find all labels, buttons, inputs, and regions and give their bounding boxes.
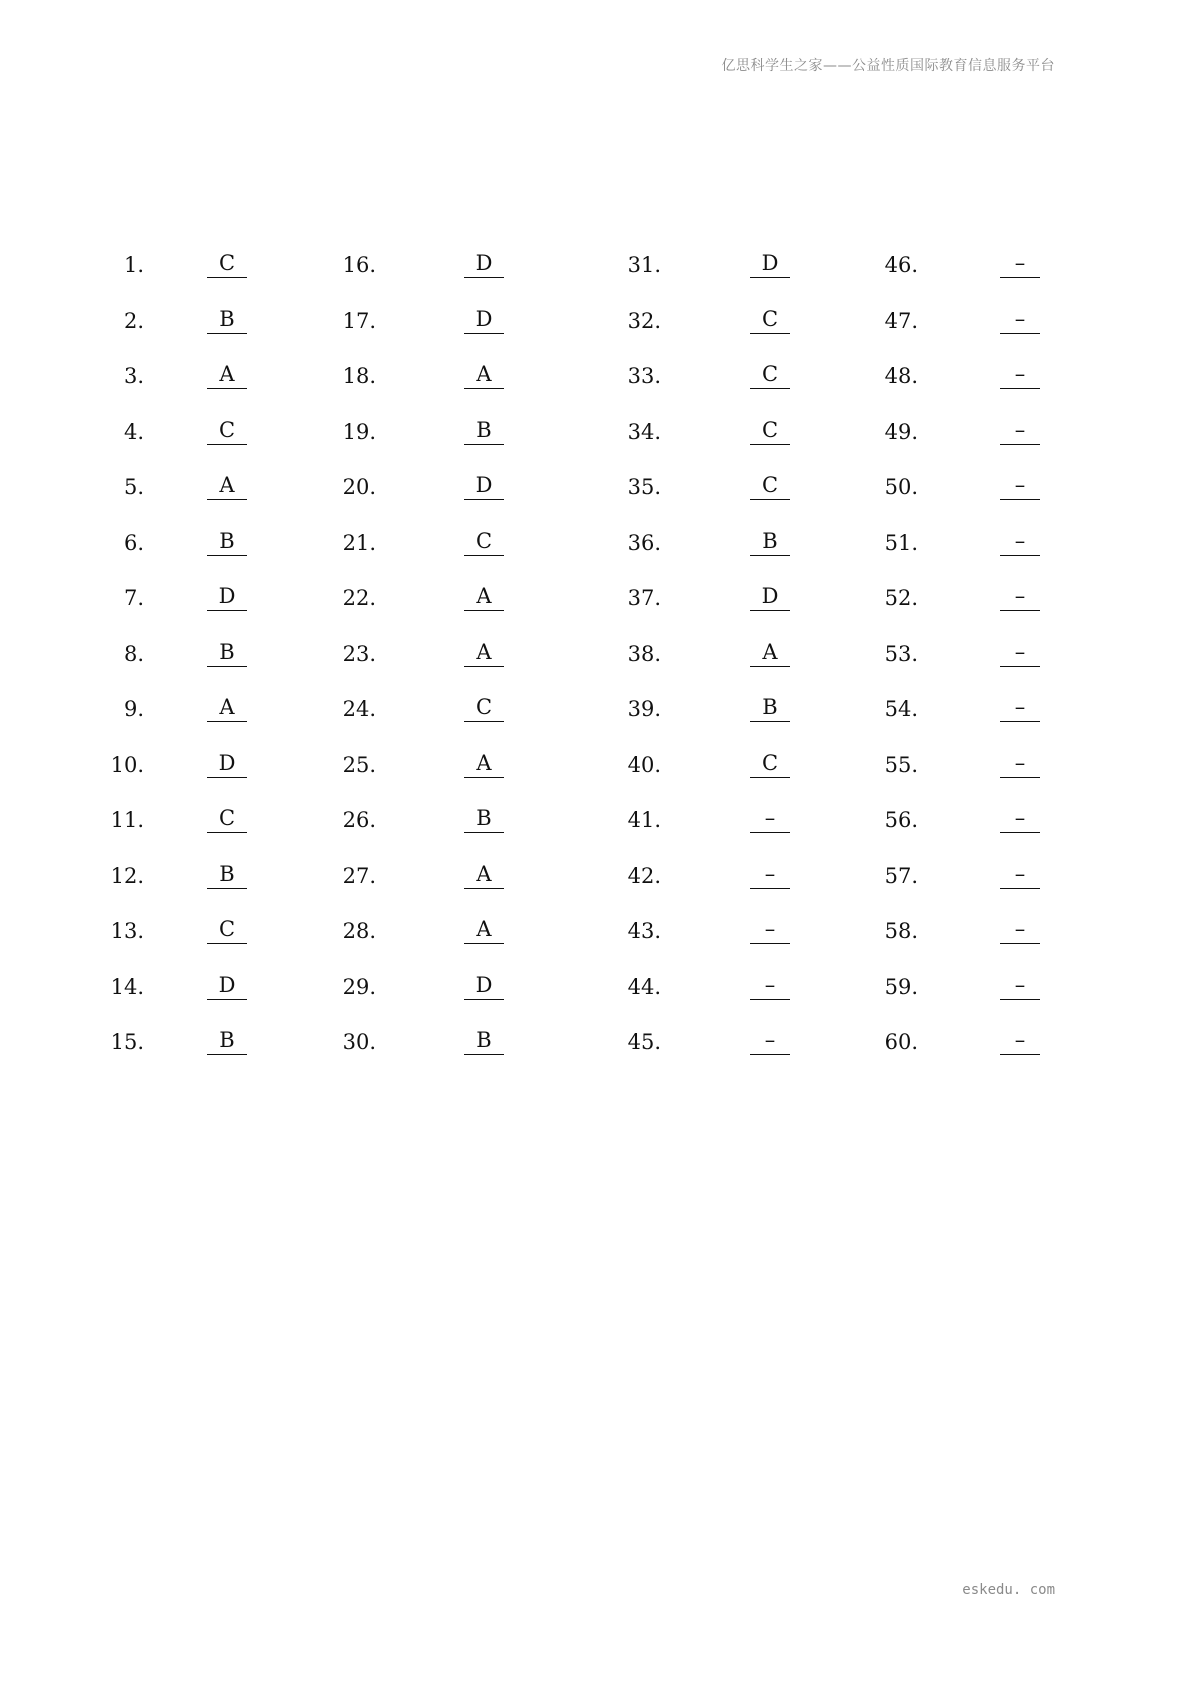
answer-row	[0, 805, 1191, 861]
question-number: 24.	[342, 697, 376, 721]
question-number: 32.	[627, 308, 661, 333]
question-number: 1.	[123, 253, 144, 277]
answer-row	[0, 417, 1191, 473]
answer-value: B	[207, 861, 247, 889]
answer-value: –	[1000, 972, 1040, 1000]
question-number: 56.	[884, 808, 918, 832]
question-number: 36.	[627, 530, 661, 555]
answer-value: B	[464, 805, 504, 833]
answer-value: –	[1000, 639, 1040, 667]
answer-value: C	[207, 805, 247, 833]
question-number: 46.	[884, 253, 918, 277]
answer-value: –	[1000, 250, 1040, 278]
answer-value: –	[1000, 417, 1040, 445]
answer-value: C	[750, 361, 790, 389]
answer-value: –	[750, 861, 790, 889]
answer-value: –	[1000, 916, 1040, 944]
answer-row	[0, 472, 1191, 528]
question-number: 15.	[110, 1030, 144, 1054]
answer-row	[0, 250, 1191, 306]
question-number: 40.	[627, 752, 661, 777]
answer-row	[0, 694, 1191, 750]
question-number: 34.	[627, 419, 661, 444]
question-number: 59.	[884, 974, 918, 999]
answer-value: –	[750, 916, 790, 944]
answer-value: D	[464, 472, 504, 500]
answer-column-4	[0, 250, 1191, 1083]
question-number: 2.	[123, 308, 144, 333]
question-number: 50.	[884, 475, 918, 499]
answer-value: C	[750, 306, 790, 334]
answer-value: –	[1000, 583, 1040, 611]
question-number: 47.	[884, 308, 918, 333]
question-number: 10.	[110, 752, 144, 777]
answer-value: –	[1000, 1027, 1040, 1055]
question-number: 7.	[123, 586, 144, 610]
answer-value: D	[464, 972, 504, 1000]
answer-row	[0, 583, 1191, 639]
answer-value: A	[464, 861, 504, 889]
question-number: 51.	[884, 530, 918, 555]
answer-value: B	[750, 694, 790, 722]
question-number: 4.	[123, 419, 144, 444]
answer-row	[0, 916, 1191, 972]
answer-value: D	[207, 583, 247, 611]
question-number: 21.	[342, 530, 376, 555]
answer-value: C	[750, 417, 790, 445]
answer-row	[0, 639, 1191, 695]
question-number: 43.	[627, 919, 661, 943]
answer-row	[0, 1027, 1191, 1083]
answer-value: B	[464, 417, 504, 445]
answer-value: D	[750, 250, 790, 278]
answer-row	[0, 861, 1191, 917]
answer-value: B	[207, 528, 247, 556]
answer-value: C	[207, 916, 247, 944]
question-number: 12.	[110, 863, 144, 888]
answer-value: –	[750, 805, 790, 833]
answer-value: –	[750, 1027, 790, 1055]
question-number: 17.	[342, 308, 376, 333]
question-number: 33.	[627, 364, 661, 388]
question-number: 53.	[884, 641, 918, 666]
answer-row	[0, 528, 1191, 584]
question-number: 30.	[342, 1030, 376, 1054]
question-number: 18.	[342, 364, 376, 388]
question-number: 26.	[342, 808, 376, 832]
question-number: 11.	[110, 808, 144, 832]
answer-value: A	[750, 639, 790, 667]
answer-value: B	[207, 306, 247, 334]
answer-value: D	[750, 583, 790, 611]
question-number: 42.	[627, 863, 661, 888]
header-site-text: 亿思科学生之家——公益性质国际教育信息服务平台	[721, 58, 1055, 74]
answer-value: –	[1000, 306, 1040, 334]
question-number: 6.	[123, 530, 144, 555]
answer-value: A	[207, 472, 247, 500]
question-number: 31.	[627, 253, 661, 277]
question-number: 22.	[342, 586, 376, 610]
question-number: 16.	[342, 253, 376, 277]
question-number: 13.	[110, 919, 144, 943]
answer-row	[0, 361, 1191, 417]
question-number: 58.	[884, 919, 918, 943]
answer-value: B	[207, 1027, 247, 1055]
answer-value: –	[1000, 750, 1040, 778]
question-number: 60.	[884, 1030, 918, 1054]
question-number: 44.	[627, 974, 661, 999]
answer-row	[0, 972, 1191, 1028]
question-number: 45.	[627, 1030, 661, 1054]
answer-value: C	[750, 472, 790, 500]
answer-row	[0, 306, 1191, 362]
question-number: 25.	[342, 752, 376, 777]
answer-value: C	[464, 694, 504, 722]
answer-value: C	[464, 528, 504, 556]
question-number: 39.	[627, 697, 661, 721]
answer-value: –	[1000, 861, 1040, 889]
question-number: 5.	[123, 475, 144, 499]
answer-value: A	[464, 361, 504, 389]
question-number: 41.	[627, 808, 661, 832]
question-number: 20.	[342, 475, 376, 499]
answer-value: A	[464, 916, 504, 944]
question-number: 8.	[123, 641, 144, 666]
question-number: 14.	[110, 974, 144, 999]
question-number: 27.	[342, 863, 376, 888]
question-number: 54.	[884, 697, 918, 721]
answer-value: A	[464, 639, 504, 667]
answer-value: –	[750, 972, 790, 1000]
answer-value: C	[207, 417, 247, 445]
answer-value: D	[464, 306, 504, 334]
footer-domain-text: eskedu. com	[962, 1582, 1055, 1598]
question-number: 37.	[627, 586, 661, 610]
answer-value: –	[1000, 361, 1040, 389]
question-number: 57.	[884, 863, 918, 888]
answer-value: –	[1000, 472, 1040, 500]
question-number: 19.	[342, 419, 376, 444]
question-number: 49.	[884, 419, 918, 444]
answer-value: –	[1000, 805, 1040, 833]
answer-value: D	[464, 250, 504, 278]
question-number: 38.	[627, 641, 661, 666]
answer-value: D	[207, 972, 247, 1000]
answer-value: A	[464, 583, 504, 611]
question-number: 28.	[342, 919, 376, 943]
answer-value: –	[1000, 694, 1040, 722]
question-number: 48.	[884, 364, 918, 388]
answer-row	[0, 750, 1191, 806]
question-number: 55.	[884, 752, 918, 777]
answer-value: A	[207, 694, 247, 722]
question-number: 35.	[627, 475, 661, 499]
answer-value: D	[207, 750, 247, 778]
answer-value: C	[207, 250, 247, 278]
answer-value: B	[750, 528, 790, 556]
answer-value: B	[464, 1027, 504, 1055]
answer-value: C	[750, 750, 790, 778]
answer-value: B	[207, 639, 247, 667]
answer-value: A	[207, 361, 247, 389]
answer-value: A	[464, 750, 504, 778]
question-number: 23.	[342, 641, 376, 666]
question-number: 3.	[123, 364, 144, 388]
question-number: 9.	[123, 697, 144, 721]
answer-value: –	[1000, 528, 1040, 556]
question-number: 52.	[884, 586, 918, 610]
question-number: 29.	[342, 974, 376, 999]
